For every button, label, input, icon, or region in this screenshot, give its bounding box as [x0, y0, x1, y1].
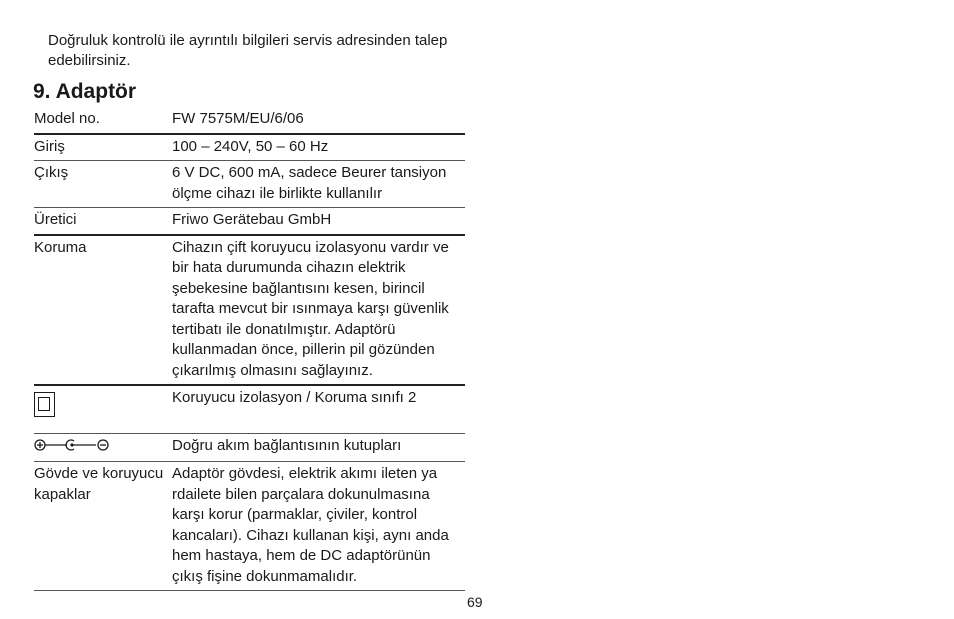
table-row	[34, 107, 465, 134]
table-row	[34, 134, 465, 161]
table-row	[34, 385, 465, 433]
page-number: 69	[467, 594, 483, 610]
row-value-manufacturer: Friwo Gerätebau GmbH	[172, 211, 332, 228]
table-row	[34, 161, 465, 208]
section-heading: 9. Adaptör	[33, 80, 137, 103]
row-value-polarity: Doğru akım bağlantısının kutupları	[172, 436, 402, 454]
row-label-manufacturer: Üretici	[34, 211, 77, 228]
row-value-housing: Adaptör gövdesi, elektrik akımı ileten ya rdailete bilen parçalara dokunulmasına karşı korur (parmaklar, çiviler, kontrol kancaları). Cihazı kullanan kişi, aynı anda hem hastaya, hem de DC adaptörünün çıkış fişine dokunmamalıdır.	[172, 465, 449, 585]
row-label-output: Çıkış	[34, 164, 69, 181]
row-value-protection: Cihazın çift koruyucu izolasyonu vardır ve bir hata durumunda cihazın elektrik şebekesine bağlantısını kesen, birincil tarafta mevcut bir ısınmaya karşı güvenlik tertibatı ile donatılmıştır. Adaptörü kullanmadan önce, pillerin pil gözünden çıkarılmış olmasını sağlayınız.	[172, 238, 449, 379]
row-label-model: Model no.	[34, 110, 100, 127]
table-row	[34, 208, 465, 235]
row-value-input: 100 – 240V, 50 – 60 Hz	[172, 137, 329, 155]
row-value-insulation: Koruyucu izolasyon / Koruma sınıfı 2	[172, 389, 417, 406]
double-insulation-icon	[34, 392, 55, 417]
row-label-housing: Gövde ve koruyucu kapaklar	[34, 465, 164, 503]
intro-paragraph: Doğruluk kontrolü ile ayrıntılı bilgileri servis adresinden talep edebilirsiniz.	[48, 32, 448, 69]
row-value-model: FW 7575M/EU/6/06	[172, 110, 304, 127]
table-row	[34, 433, 465, 462]
dc-polarity-icon	[34, 438, 112, 459]
row-label-input: Giriş	[34, 137, 65, 155]
row-label-protection: Koruma	[34, 238, 87, 256]
row-value-output: 6 V DC, 600 mA, sadece Beurer tansiyon ölçme cihazı ile birlikte kullanılır	[172, 164, 447, 202]
table-row	[34, 235, 465, 386]
adapter-spec-table	[34, 107, 465, 591]
table-row	[34, 462, 465, 591]
